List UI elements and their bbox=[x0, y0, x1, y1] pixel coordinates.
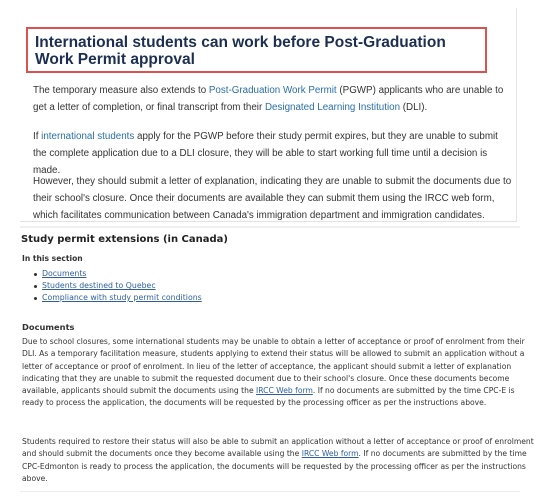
toc-item bbox=[34, 292, 202, 304]
toc-item bbox=[34, 268, 202, 280]
article-paragraph-2: If international students apply for the PGWP before their study permit expires, but they are unable to submit the complete application due to a DLI closure, they will be able to start working full time until a decision is made. bbox=[33, 131, 498, 176]
in-this-section-heading: In this section bbox=[22, 254, 83, 263]
toc-link-quebec[interactable]: Students destined to Quebec bbox=[42, 281, 156, 290]
documents-heading: Documents bbox=[22, 322, 75, 332]
article-paragraph-1: The temporary measure also extends to Post-Graduation Work Permit (PGWP) applicants who are unable to get a letter of completion, or final transcript from their Designated Learning Institution (DLI). bbox=[33, 85, 504, 113]
dli-link[interactable]: Designated Learning Institution bbox=[264, 102, 401, 113]
documents-paragraph-1: Due to school closures, some international students may be unable to obtain a letter of acceptance or proof of enrolment from their DLI. As a temporary facilitation measure, students applying to extend their status will be allowed to submit an application without a letter of acceptance or proof of enrolment. In lieu of the letter of acceptance, the applicant should submit a letter of explanation indicating that they are unable to submit the requested document due to their school's closure. Once these documents become available, applicants should submit the documents using the IRCC Web form. If no documents are submitted by the time CPC-E is ready to process the application, the documents will be requested by the processing officer as per the instructions above. bbox=[22, 337, 525, 408]
ircc-web-form-link-2[interactable]: IRCC Web form bbox=[301, 449, 359, 459]
article-paragraph-3: However, they should submit a letter of explanation, indicating they are unable to submit the documents due to their school's closure. Once their documents are available they can submit them using the IRCC web form, which facilitates communication between Canada's immigration department and immigration candidates. bbox=[33, 176, 512, 221]
study-permit-section-title: Study permit extensions (in Canada) bbox=[21, 234, 228, 245]
toc-item bbox=[34, 280, 202, 292]
highlighted-title-box bbox=[26, 27, 487, 73]
bottom-divider bbox=[20, 491, 520, 492]
toc-link-documents[interactable]: Documents bbox=[42, 269, 87, 278]
toc-link-compliance[interactable]: Compliance with study permit conditions bbox=[42, 293, 202, 302]
article-panel bbox=[20, 8, 517, 222]
section-toc bbox=[34, 268, 202, 304]
article-title: International students can work before Post-Graduation Work Permit approval bbox=[35, 34, 446, 68]
pgwp-link[interactable]: Post-Graduation Work Permit bbox=[208, 85, 337, 96]
international-students-link[interactable]: international students bbox=[41, 131, 135, 142]
documents-paragraph-2: Students required to restore their status will also be able to submit an application without a letter of acceptance or proof of enrolment and should submit the documents once they become available using the IRCC Web form. If no documents are submitted by the time CPC-Edmonton is ready to process the application, the documents will be requested by the processing officer as per the instructions above. bbox=[22, 437, 534, 483]
section-divider bbox=[20, 226, 520, 228]
ircc-web-form-link[interactable]: IRCC Web form bbox=[256, 386, 313, 396]
